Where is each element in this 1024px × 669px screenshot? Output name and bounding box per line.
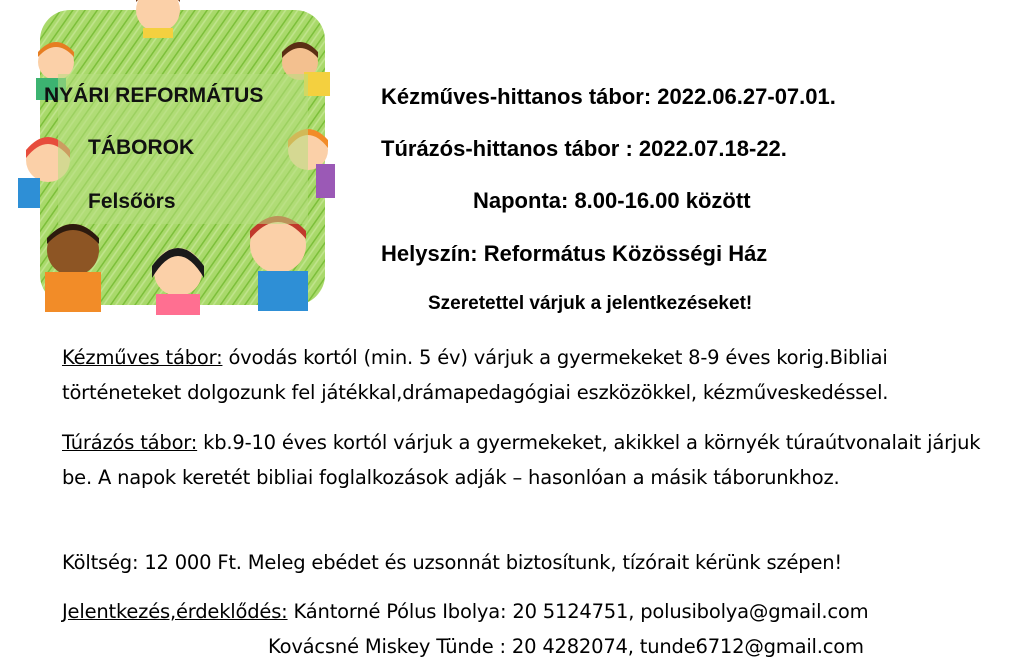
- hiking-camp-dates: Túrázós-hittanos tábor : 2022.07.18-22.: [381, 136, 787, 161]
- hero-title-line-3: Felsőörs: [88, 190, 176, 213]
- location: Helyszín: Református Közösségi Ház: [381, 241, 768, 266]
- child-bottom-middle: [152, 248, 204, 315]
- craft-camp-dates: Kézműves-hittanos tábor: 2022.06.27-07.01.: [381, 84, 836, 109]
- craft-camp-label: Kézműves tábor:: [62, 346, 223, 369]
- cost-text: Költség: 12 000 Ft. Meleg ebédet és uzsonnát biztosítunk, tízórait kérünk szépen!: [62, 551, 843, 574]
- contact-label: Jelentkezés,érdeklődés:: [62, 600, 288, 623]
- craft-camp-text: óvodás kortól (min. 5 év) várjuk a gyermekeket 8-9 éves korig.Bibliai történeteket dolgozunk fel játékkal,drámapedagógiai eszközökkel, kézműveskedéssel.: [62, 346, 889, 404]
- craft-camp-description: [62, 340, 992, 410]
- hiking-camp-text: kb.9-10 éves kortól várjuk a gyermekeket, akikkel a környék túraútvonalait járjuk be. A napok keretét bibliai foglalkozások adják – hasonlóan a másik táborunkhoz.: [62, 431, 981, 489]
- cost-info: [62, 545, 992, 580]
- daily-hours: Naponta: 8.00-16.00 között: [473, 188, 751, 213]
- contact-info: [62, 594, 992, 664]
- hiking-camp-description: [62, 425, 992, 495]
- contact-primary: Kántorné Pólus Ibolya: 20 5124751, polusibolya@gmail.com: [287, 600, 869, 623]
- hero-title-line-1: NYÁRI REFORMÁTUS: [44, 84, 264, 107]
- hero-title-line-2: TÁBOROK: [88, 136, 195, 159]
- hiking-camp-label: Túrázós tábor:: [62, 431, 198, 454]
- contact-line-1: [62, 594, 992, 629]
- welcome-message: Szeretettel várjuk a jelentkezéseket!: [428, 293, 753, 314]
- contact-line-2: Kovácsné Miskey Tünde : 20 4282074, tunde6712@gmail.com: [268, 635, 864, 658]
